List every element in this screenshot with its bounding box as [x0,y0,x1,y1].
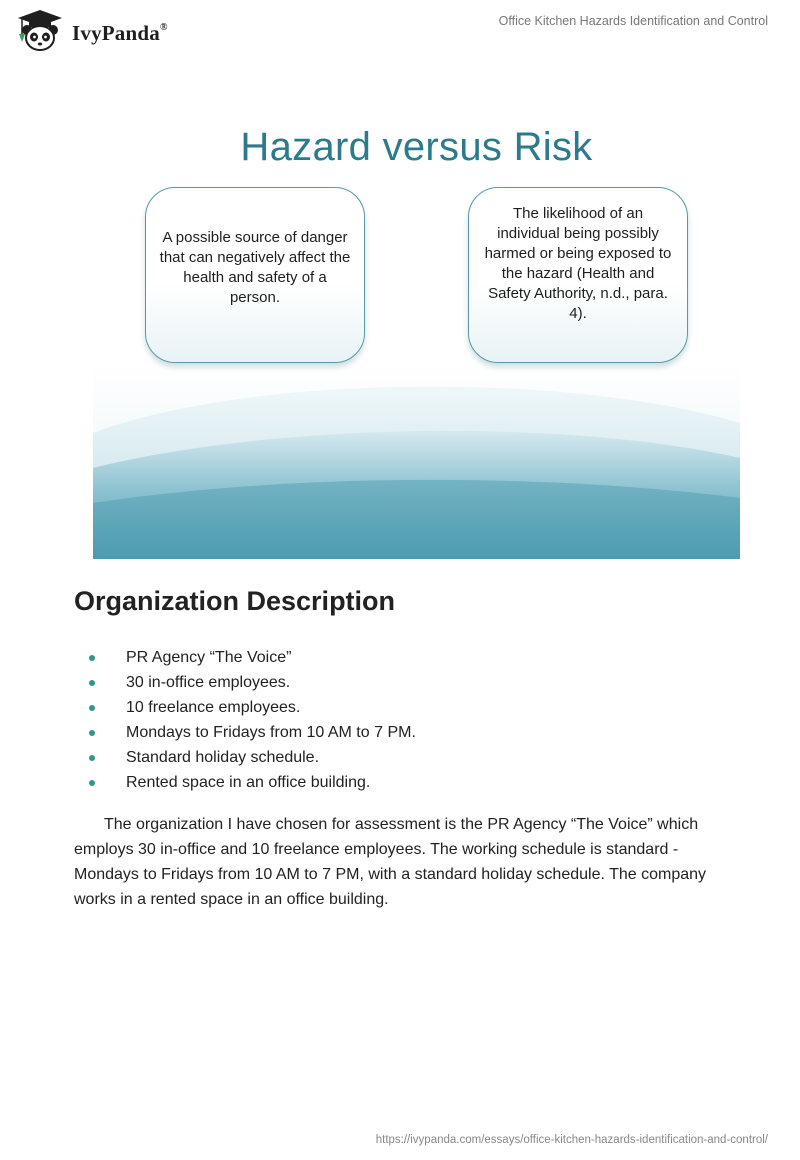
section-heading: Organization Description [74,586,396,616]
organization-paragraph: The organization I have chosen for assessment is the PR Agency “The Voice” which employs 30 in-office and 10 freelance employees. The working schedule is standard - Mondays to Fridays from 10 AM to 7 PM, with a standard holiday schedule. The company works in a rented space in an office building. [74,816,707,908]
source-url-link[interactable]: https://ivypanda.com/essays/office-kitchen-hazards-identification-and-control/ [375,1134,768,1146]
bullet-icon [89,655,95,661]
list-item: PR Agency “The Voice” [0,645,800,670]
list-item: Standard holiday schedule. [0,745,800,770]
list-item: 30 in-office employees. [0,670,800,695]
slide-title: Hazard versus Risk [240,125,593,169]
bullet-icon [89,780,95,786]
organization-bullet-list [0,645,800,795]
panda-icon [14,8,66,52]
list-item: Mondays to Fridays from 10 AM to 7 PM. [0,720,800,745]
bullet-icon [89,705,95,711]
slide-image [93,73,740,559]
document-title: Office Kitchen Hazards Identification and Control [498,14,768,28]
bullet-icon [89,680,95,686]
hazard-definition-text: A possible source of danger that can negatively affect the health and safety of a person. [159,229,351,306]
risk-definition-box [468,187,688,363]
hazard-definition-box [145,187,365,363]
ivypanda-logo[interactable] [14,8,168,52]
page-header [0,0,800,60]
risk-definition-text: The likelihood of an individual being possibly harmed or being exposed to the hazard (Health and Safety Authority, n.d., para. 4). [484,205,672,322]
brand-name: IvyPanda® [72,20,168,45]
bullet-icon [89,755,95,761]
list-item: Rented space in an office building. [0,770,800,795]
bullet-icon [89,730,95,736]
list-item: 10 freelance employees. [0,695,800,720]
